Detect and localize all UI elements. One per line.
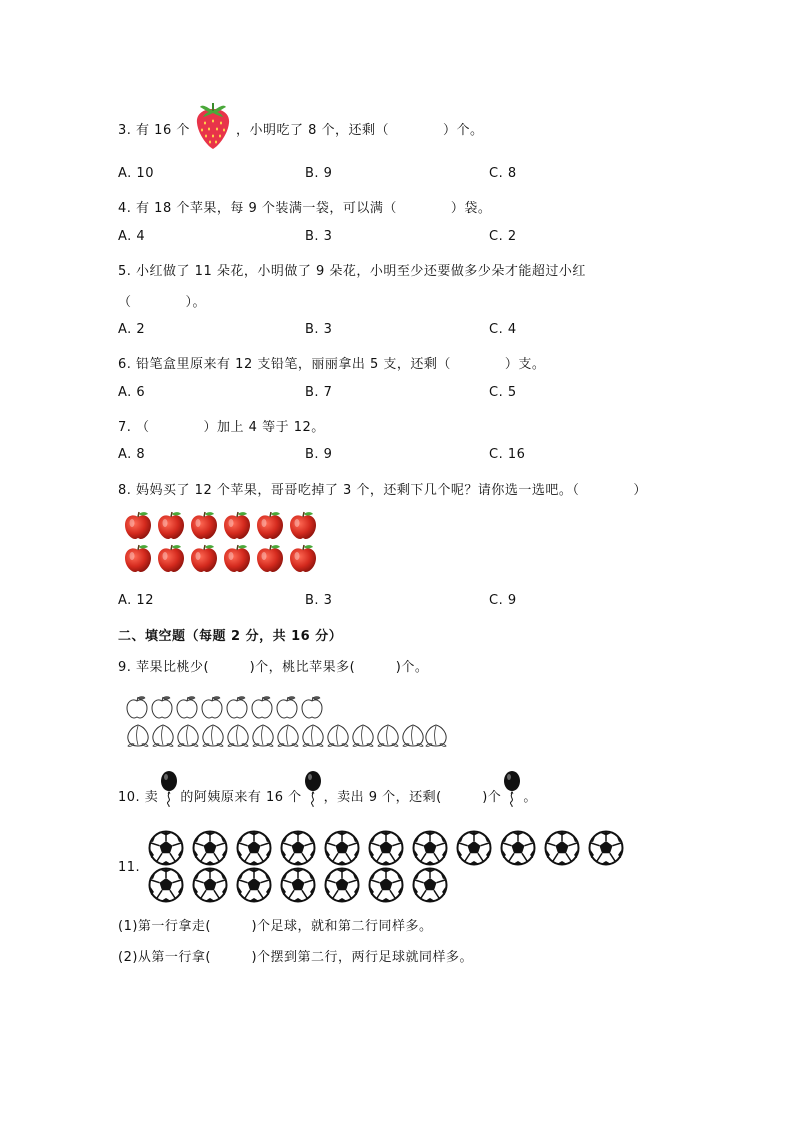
question-11-sub-2: (2)从第一行拿( )个摆到第二行，两行足球就同样多。 <box>118 950 474 965</box>
balloon-icon <box>304 771 322 807</box>
peach-icon <box>353 725 373 746</box>
peach-icon <box>278 725 298 746</box>
apple-icon <box>177 697 197 719</box>
q7-option-c[interactable]: C. 16 <box>489 447 526 462</box>
question-8: 8. 妈妈买了 12 个苹果，哥哥吃掉了 3 个，还剩下几个呢？请你选一选吧。（ ） <box>118 483 647 498</box>
soccer-ball-icon <box>458 832 491 865</box>
soccer-ball-icon <box>502 832 535 865</box>
soccer-ball-icon <box>326 832 359 865</box>
peach-icon <box>203 725 223 746</box>
apple-icon <box>125 512 151 539</box>
apple-icon <box>257 512 283 539</box>
soccer-ball-icon <box>194 869 227 902</box>
q10-text-3: ，卖出 9 个，还剩( )个 <box>323 790 502 805</box>
apple-icon <box>158 512 184 539</box>
q10-text-4: 。 <box>523 790 537 805</box>
q3-option-b[interactable]: B. 9 <box>305 166 333 181</box>
q6-option-b[interactable]: B. 7 <box>305 385 333 400</box>
peach-icon <box>328 725 348 746</box>
q4-option-a[interactable]: A. 4 <box>118 229 146 244</box>
q3-option-a[interactable]: A. 10 <box>118 166 154 181</box>
question-7: 7. （ ）加上 4 等于 12。 <box>118 420 325 435</box>
apple-icon <box>257 545 283 572</box>
apple-icon <box>152 697 172 719</box>
soccer-ball-icon <box>150 869 183 902</box>
soccer-ball-icon <box>370 869 403 902</box>
q10-text-2: 的阿姨原来有 16 个 <box>180 790 302 805</box>
strawberry-icon <box>194 101 232 151</box>
q3-option-c[interactable]: C. 8 <box>489 166 517 181</box>
apple-icon <box>224 512 250 539</box>
q10-text-1: 10. 卖 <box>118 790 159 805</box>
peach-icon <box>228 725 248 746</box>
question-3 <box>118 119 190 138</box>
apple-icon <box>191 512 217 539</box>
balloon-icon <box>503 771 521 807</box>
peach-icon <box>128 725 148 746</box>
soccer-ball-icon <box>150 832 183 865</box>
apple-icon <box>191 545 217 572</box>
apple-group <box>122 510 327 576</box>
q8-option-a[interactable]: A. 12 <box>118 593 154 608</box>
peach-icon <box>378 725 398 746</box>
peach-icon <box>153 725 173 746</box>
peach-icon <box>426 725 446 746</box>
soccer-ball-group <box>146 828 630 904</box>
soccer-ball-icon <box>194 832 227 865</box>
peach-icon <box>303 725 323 746</box>
q7-option-a[interactable]: A. 8 <box>118 447 146 462</box>
soccer-ball-icon <box>414 832 447 865</box>
question-6: 6. 铅笔盒里原来有 12 支铅笔，丽丽拿出 5 支，还剩（ ）支。 <box>118 357 546 372</box>
question-3-text-start: 3. 有 16 个 <box>118 123 190 138</box>
peach-icon <box>253 725 273 746</box>
q5-option-b[interactable]: B. 3 <box>305 322 333 337</box>
question-9: 9. 苹果比桃少( )个，桃比苹果多( )个。 <box>118 660 429 675</box>
q5-option-a[interactable]: A. 2 <box>118 322 146 337</box>
apple-icon <box>125 545 151 572</box>
q6-option-c[interactable]: C. 5 <box>489 385 517 400</box>
question-5-line-2: （ ）。 <box>118 295 207 310</box>
question-10 <box>118 786 537 807</box>
section-2-title: 二、填空题（每题 2 分，共 16 分） <box>118 629 343 644</box>
apple-peach-comparison <box>124 694 450 750</box>
apple-icon <box>277 697 297 719</box>
q5-option-c[interactable]: C. 4 <box>489 322 517 337</box>
q7-option-b[interactable]: B. 9 <box>305 447 333 462</box>
q8-option-c[interactable]: C. 9 <box>489 593 517 608</box>
soccer-ball-icon <box>546 832 579 865</box>
question-3-text-end: ，小明吃了 8 个，还剩（ ）个。 <box>236 123 484 138</box>
peach-icon <box>403 725 423 746</box>
question-11-sub-1: (1)第一行拿走( )个足球，就和第二行同样多。 <box>118 919 433 934</box>
apple-icon <box>252 697 272 719</box>
soccer-ball-icon <box>238 869 271 902</box>
soccer-ball-icon <box>238 832 271 865</box>
soccer-ball-icon <box>414 869 447 902</box>
apple-icon <box>202 697 222 719</box>
apple-icon <box>302 697 322 719</box>
soccer-ball-icon <box>326 869 359 902</box>
apple-icon <box>227 697 247 719</box>
soccer-ball-icon <box>282 869 315 902</box>
q4-option-c[interactable]: C. 2 <box>489 229 517 244</box>
soccer-ball-icon <box>282 832 315 865</box>
question-11-label: 11. <box>118 860 141 875</box>
soccer-ball-icon <box>370 832 403 865</box>
apple-icon <box>127 697 147 719</box>
apple-icon <box>158 545 184 572</box>
soccer-ball-icon <box>590 832 623 865</box>
apple-icon <box>224 545 250 572</box>
apple-icon <box>290 545 316 572</box>
question-4: 4. 有 18 个苹果，每 9 个装满一袋，可以满（ ）袋。 <box>118 201 492 216</box>
q4-option-b[interactable]: B. 3 <box>305 229 333 244</box>
q6-option-a[interactable]: A. 6 <box>118 385 146 400</box>
question-5-line-1: 5. 小红做了 11 朵花，小明做了 9 朵花，小明至少还要做多少朵才能超过小红 <box>118 264 586 279</box>
peach-icon <box>178 725 198 746</box>
balloon-icon <box>160 771 178 807</box>
q8-option-b[interactable]: B. 3 <box>305 593 333 608</box>
apple-icon <box>290 512 316 539</box>
